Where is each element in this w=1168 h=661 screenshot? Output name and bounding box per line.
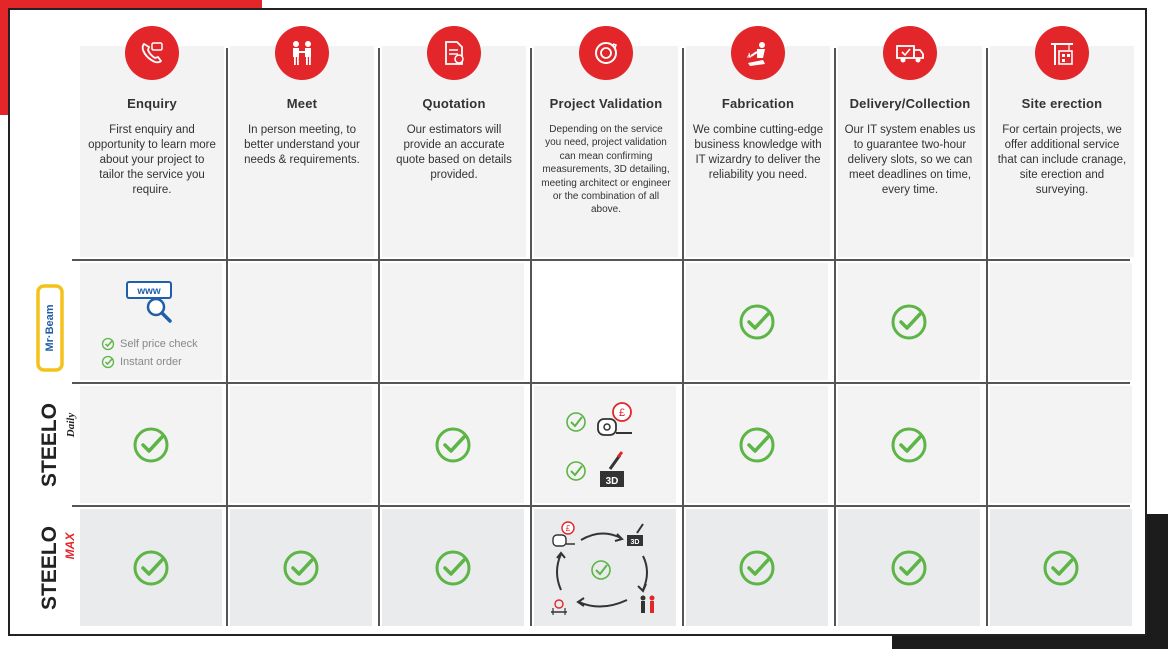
cell-mrbeam-6 bbox=[838, 263, 980, 380]
check-icon bbox=[737, 302, 777, 342]
cell-max-validation bbox=[534, 509, 676, 626]
step-description: Our estimators will provide an accurate quote based on details provided. bbox=[396, 124, 512, 181]
svg-text:3D: 3D bbox=[630, 538, 640, 546]
phone-icon bbox=[125, 26, 179, 80]
check-icon bbox=[433, 425, 473, 465]
www-search-icon bbox=[124, 279, 178, 325]
welder-icon bbox=[731, 26, 785, 80]
crane-icon bbox=[1035, 26, 1089, 80]
grid-divider bbox=[72, 382, 1130, 384]
cell-daily-6 bbox=[838, 386, 980, 503]
step-project-validation bbox=[534, 46, 678, 257]
cell-mrbeam-3 bbox=[382, 263, 524, 380]
steelo-daily-logo bbox=[34, 395, 78, 500]
pencil-3d-icon bbox=[627, 524, 643, 546]
cell-max-3 bbox=[382, 509, 524, 626]
cell-mrbeam-2 bbox=[230, 263, 372, 380]
step-quotation bbox=[382, 46, 526, 257]
validation-cycle-diagram bbox=[545, 520, 665, 616]
check-icon bbox=[131, 425, 171, 465]
tape-measure-pound-icon bbox=[553, 522, 575, 546]
cell-mrbeam-5 bbox=[686, 263, 828, 380]
step-title: Site erection bbox=[1021, 96, 1103, 111]
grid-divider bbox=[72, 259, 1130, 261]
cell-max-2 bbox=[230, 509, 372, 626]
cell-max-6 bbox=[838, 509, 980, 626]
step-title: Enquiry bbox=[127, 96, 177, 111]
check-icon bbox=[567, 413, 585, 431]
step-meet bbox=[230, 46, 374, 257]
svg-text:£: £ bbox=[618, 406, 626, 419]
grid-divider bbox=[530, 48, 532, 626]
cell-max-5 bbox=[686, 509, 828, 626]
cell-daily-5 bbox=[686, 386, 828, 503]
svg-text:Mr·Beam: Mr·Beam bbox=[43, 304, 56, 352]
feature-label: Instant order bbox=[120, 356, 182, 368]
svg-text:Daily: Daily bbox=[65, 412, 77, 438]
step-description: In person meeting, to better understand your needs & requirements. bbox=[244, 124, 360, 166]
cell-daily-3 bbox=[382, 386, 524, 503]
svg-text:3D: 3D bbox=[605, 475, 619, 487]
meeting-person-icon bbox=[641, 595, 655, 613]
cell-daily-1 bbox=[80, 386, 222, 503]
svg-text:www: www bbox=[137, 285, 161, 297]
check-icon bbox=[889, 548, 929, 588]
cell-max-1 bbox=[80, 509, 222, 626]
cell-daily-7 bbox=[990, 386, 1132, 503]
step-title: Delivery/Collection bbox=[849, 96, 971, 111]
svg-text:£: £ bbox=[565, 523, 571, 533]
check-icon bbox=[889, 425, 929, 465]
step-delivery-collection bbox=[838, 46, 982, 257]
meeting-icon bbox=[275, 26, 329, 80]
step-enquiry bbox=[80, 46, 224, 257]
step-description: We combine cutting-edge business knowledge with IT wizardry to deliver the reliability you need. bbox=[692, 124, 824, 181]
check-icon bbox=[737, 548, 777, 588]
check-icon bbox=[567, 462, 585, 480]
check-icon bbox=[889, 302, 929, 342]
grid-divider bbox=[72, 505, 1130, 507]
cell-max-7 bbox=[990, 509, 1132, 626]
architect-icon bbox=[551, 600, 567, 615]
step-description: Depending on the service you need, project validation can mean confirming measurements, 3D detailing, meeting architect or engineer or the combination of all above. bbox=[541, 124, 671, 216]
validation-options-icons bbox=[560, 397, 650, 493]
document-icon bbox=[427, 26, 481, 80]
truck-icon bbox=[883, 26, 937, 80]
cell-mrbeam-7 bbox=[990, 263, 1132, 380]
svg-text:STEELO: STEELO bbox=[38, 402, 61, 488]
step-title: Quotation bbox=[422, 96, 486, 111]
check-icon bbox=[737, 425, 777, 465]
grid-divider bbox=[378, 48, 380, 626]
step-site-erection bbox=[990, 46, 1134, 257]
tape-measure-pound-icon bbox=[598, 403, 632, 435]
step-title: Meet bbox=[286, 96, 318, 111]
step-description: First enquiry and opportunity to learn more about your project to tailor the service you require. bbox=[88, 124, 216, 196]
feature-instant-order bbox=[101, 355, 182, 369]
svg-text:MAX: MAX bbox=[63, 532, 77, 560]
step-description: Our IT system enables us to guarantee two-hour delivery slots, so we can meet deadlines on time, every time. bbox=[844, 124, 976, 196]
grid-divider bbox=[226, 48, 228, 626]
step-title: Project Validation bbox=[549, 96, 663, 111]
check-icon bbox=[1041, 548, 1081, 588]
step-title: Fabrication bbox=[721, 96, 795, 111]
svg-text:STEELO: STEELO bbox=[38, 525, 61, 611]
pencil-3d-icon bbox=[600, 452, 624, 487]
check-icon bbox=[433, 548, 473, 588]
check-icon bbox=[281, 548, 321, 588]
steelo-max-logo bbox=[34, 518, 78, 623]
check-icon bbox=[592, 561, 610, 579]
feature-self-price-check bbox=[101, 337, 198, 351]
grid-divider bbox=[682, 48, 684, 626]
mr-beam-logo bbox=[36, 284, 64, 377]
grid-divider bbox=[834, 48, 836, 626]
cell-daily-validation bbox=[534, 386, 676, 503]
check-icon bbox=[101, 355, 115, 369]
cell-daily-2 bbox=[230, 386, 372, 503]
feature-label: Self price check bbox=[120, 338, 198, 350]
step-description: For certain projects, we offer additional service that can include cranage, site erection and surveying. bbox=[997, 124, 1127, 196]
grid-divider bbox=[986, 48, 988, 626]
check-icon bbox=[131, 548, 171, 588]
cycle-icon bbox=[579, 26, 633, 80]
check-icon bbox=[101, 337, 115, 351]
step-fabrication bbox=[686, 46, 830, 257]
